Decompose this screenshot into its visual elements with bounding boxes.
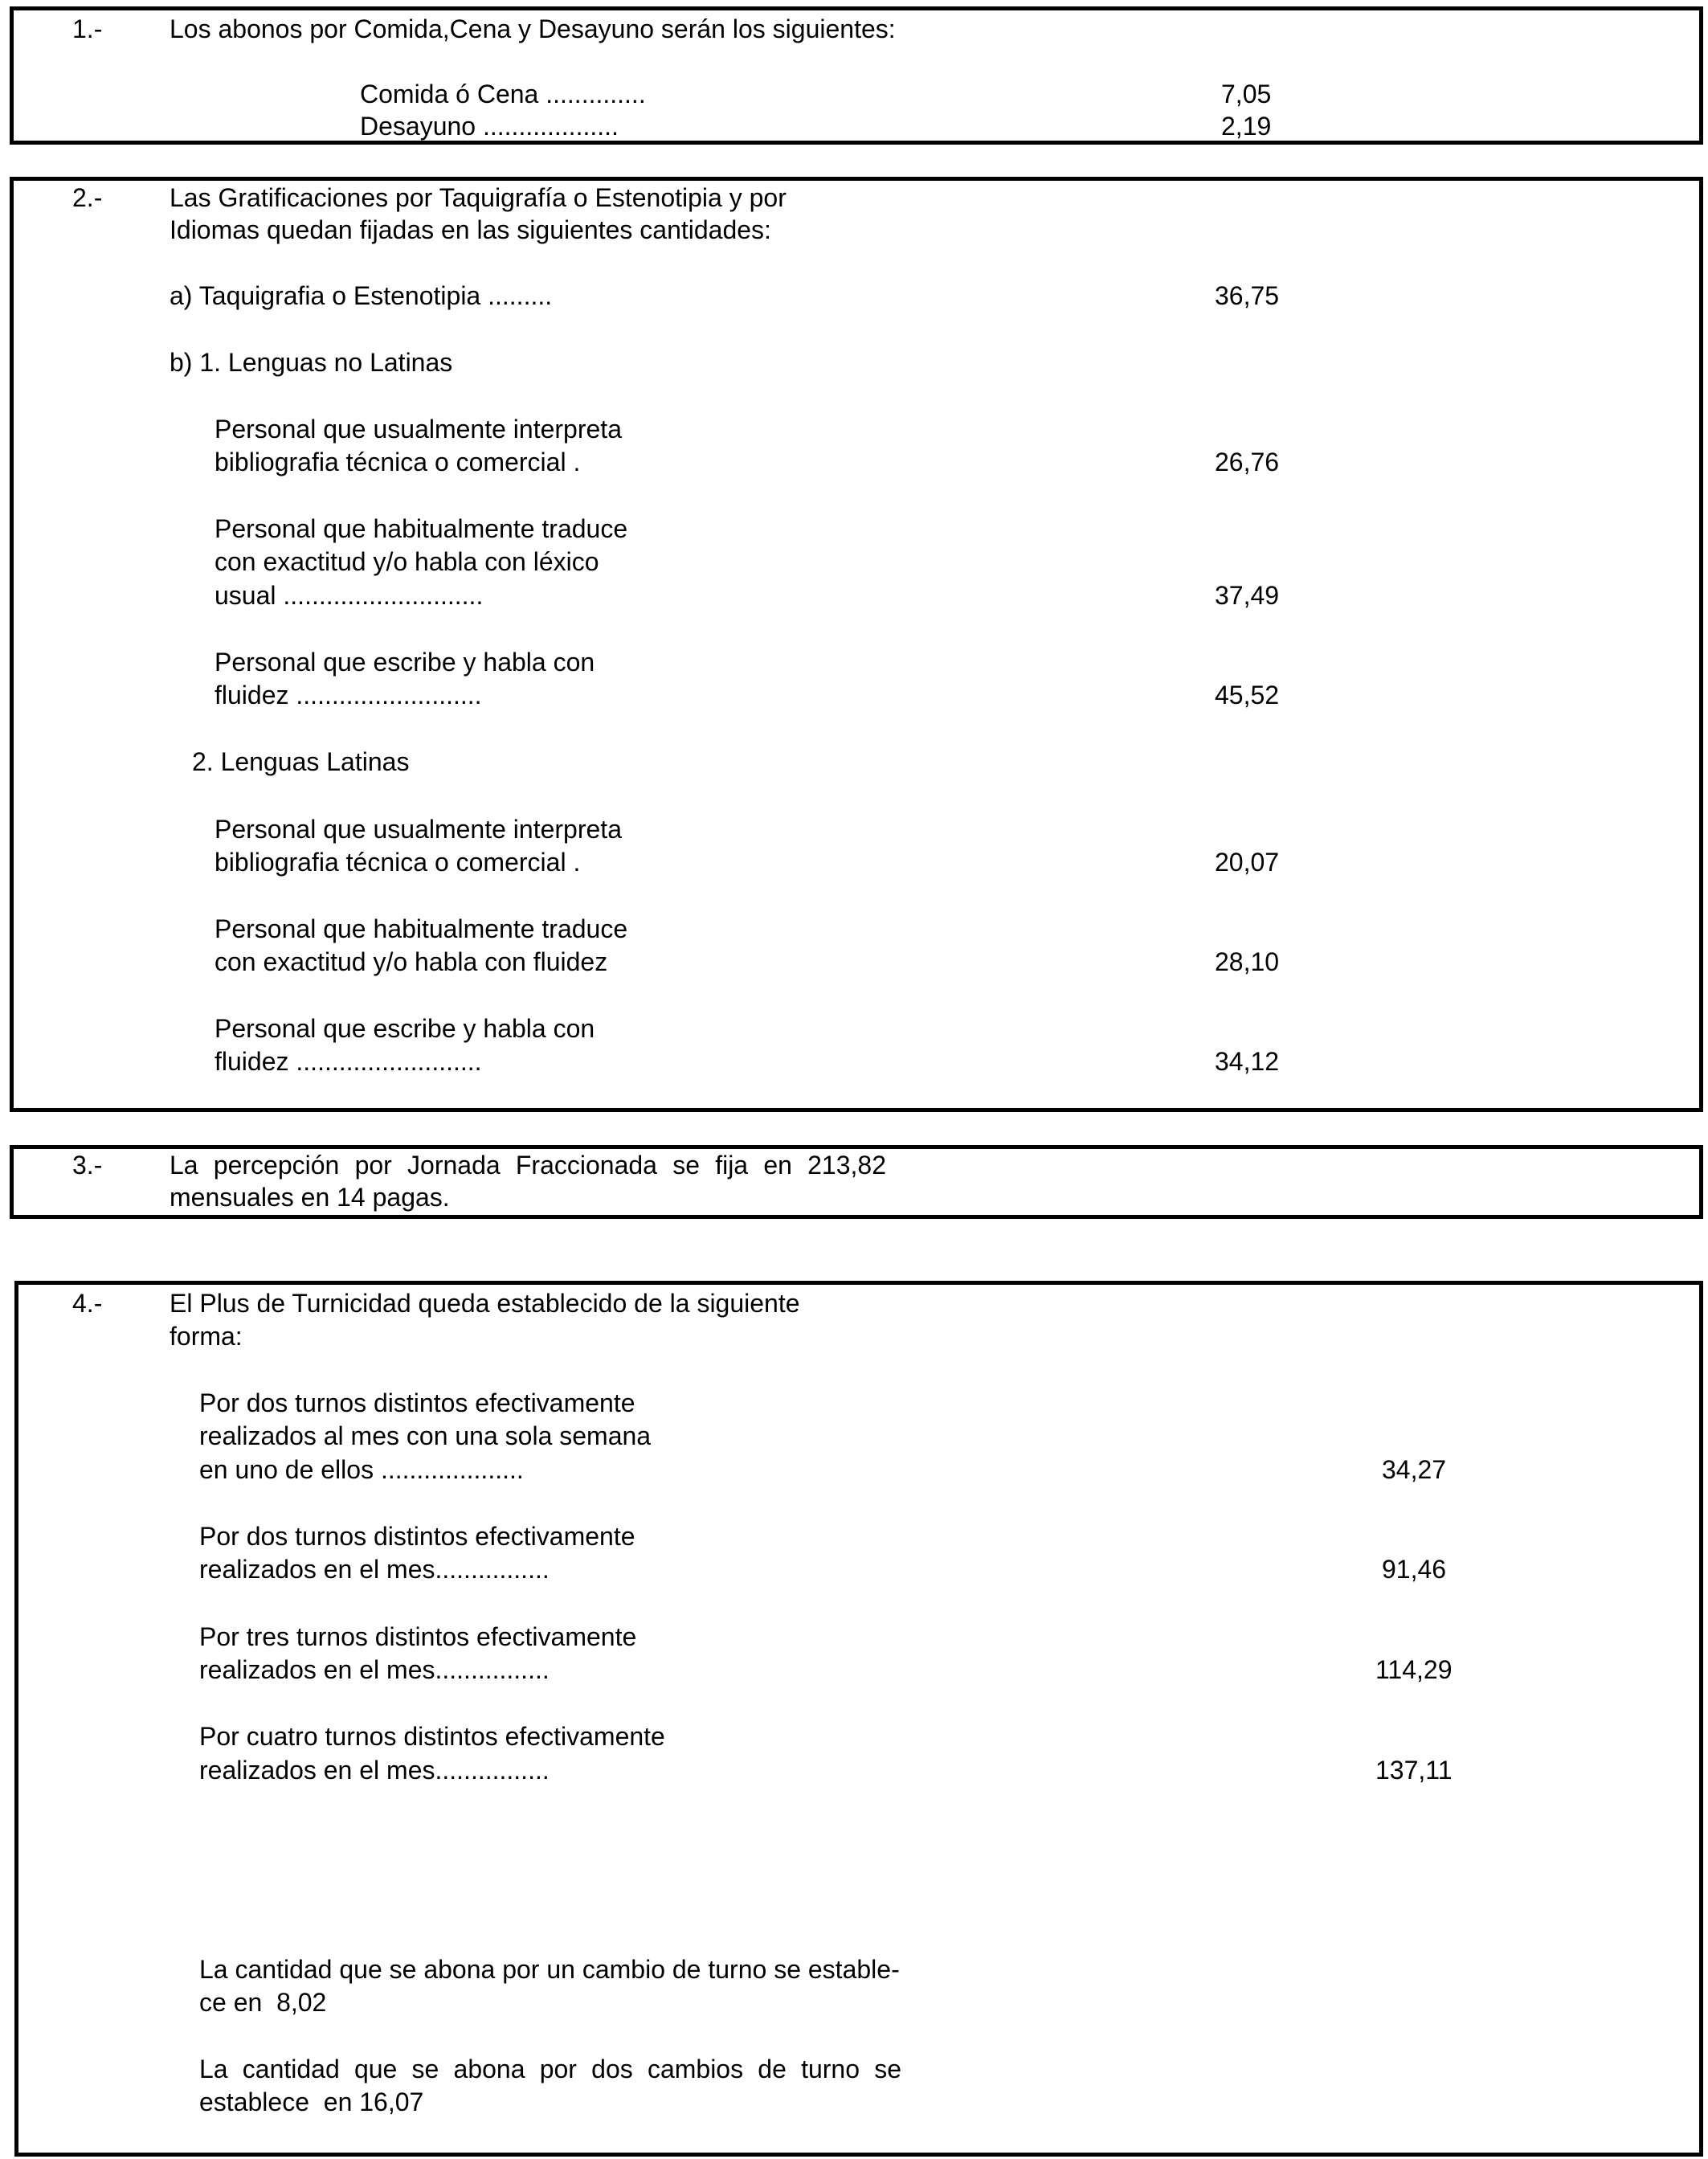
section-4-item-value: 34,27	[1382, 1455, 1447, 1484]
section-1-item-value: 7,05	[1221, 80, 1272, 108]
section-2-a-value: 36,75	[1215, 281, 1280, 310]
section-1-item-label: Comida ó Cena ..............	[360, 80, 646, 108]
section-4-item-value: 114,29	[1375, 1655, 1453, 1684]
b2-item-line: bibliografia técnica o comercial .	[215, 848, 581, 877]
b1-item-value: 45,52	[1215, 681, 1280, 709]
section-3-line: mensuales en 14 pagas.	[170, 1183, 450, 1212]
b1-item-line: Personal que escribe y habla con	[215, 648, 595, 677]
b1-item-line: Personal que habitualmente traduce	[215, 514, 628, 543]
section-4-item-line: Por dos turnos distintos efectivamente	[199, 1522, 635, 1551]
b1-item-line: bibliografia técnica o comercial .	[215, 448, 581, 476]
b1-item-line: usual ............................	[215, 581, 484, 610]
section-1-number: 1.-	[72, 14, 103, 43]
section-4-item-line: en uno de ellos ....................	[199, 1455, 524, 1484]
b2-item-line: fluidez ..........................	[215, 1047, 482, 1076]
section-4-item-line: Por dos turnos distintos efectivamente	[199, 1388, 635, 1417]
section-4-note-line: La cantidad que se abona por dos cambios de turno se	[199, 2055, 901, 2083]
b2-item-value: 20,07	[1215, 848, 1280, 877]
section-2-a-label: a) Taquigrafia o Estenotipia .........	[170, 281, 553, 310]
section-4-note-line: establece en 16,07	[199, 2087, 424, 2116]
b2-item-value: 34,12	[1215, 1047, 1280, 1076]
b2-item-line: Personal que usualmente interpreta	[215, 815, 622, 844]
section-4-item-line: realizados en el mes................	[199, 1555, 550, 1584]
section-1-item-label: Desayuno ...................	[360, 112, 619, 141]
b2-item-value: 28,10	[1215, 947, 1280, 976]
section-2-b1-heading: b) 1. Lenguas no Latinas	[170, 348, 453, 377]
b1-item-line: Personal que usualmente interpreta	[215, 415, 622, 444]
section-1-item-value: 2,19	[1221, 112, 1272, 141]
section-3-number: 3.-	[72, 1151, 103, 1180]
b2-item-line: Personal que habitualmente traduce	[215, 914, 628, 943]
section-4-item-line: realizados al mes con una sola semana	[199, 1421, 652, 1450]
b1-item-value: 37,49	[1215, 581, 1280, 610]
section-2-b2-heading: 2. Lenguas Latinas	[192, 747, 410, 776]
section-4-intro-line: forma:	[170, 1322, 243, 1351]
section-3-line: La percepción por Jornada Fraccionada se fija en 213,82	[170, 1151, 886, 1180]
section-4-note-line: La cantidad que se abona por un cambio de turno se estable-	[199, 1955, 900, 1984]
section-4-intro-line: El Plus de Turnicidad queda establecido de la siguiente	[170, 1289, 800, 1318]
section-2-intro-line: Las Gratificaciones por Taquigrafía o Estenotipia y por	[170, 183, 787, 212]
section-2-intro-line: Idiomas quedan fijadas en las siguientes cantidades:	[170, 215, 771, 244]
b1-item-value: 26,76	[1215, 448, 1280, 476]
b2-item-line: con exactitud y/o habla con fluidez	[215, 947, 608, 976]
b1-item-line: fluidez ..........................	[215, 681, 482, 709]
section-4-note-line: ce en 8,02	[199, 1988, 327, 2017]
section-1-intro: Los abonos por Comida,Cena y Desayuno serán los siguientes:	[170, 14, 896, 43]
section-4-item-value: 137,11	[1375, 1756, 1453, 1785]
section-4-item-line: realizados en el mes................	[199, 1655, 550, 1684]
section-4-item-line: Por cuatro turnos distintos efectivamente	[199, 1722, 665, 1751]
b1-item-line: con exactitud y/o habla con léxico	[215, 547, 599, 576]
section-2-number: 2.-	[72, 183, 103, 212]
section-4-item-value: 91,46	[1382, 1555, 1447, 1584]
section-4-item-line: Por tres turnos distintos efectivamente	[199, 1622, 637, 1651]
section-4-number: 4.-	[72, 1289, 103, 1318]
section-4-item-line: realizados en el mes................	[199, 1756, 550, 1785]
b2-item-line: Personal que escribe y habla con	[215, 1014, 595, 1043]
